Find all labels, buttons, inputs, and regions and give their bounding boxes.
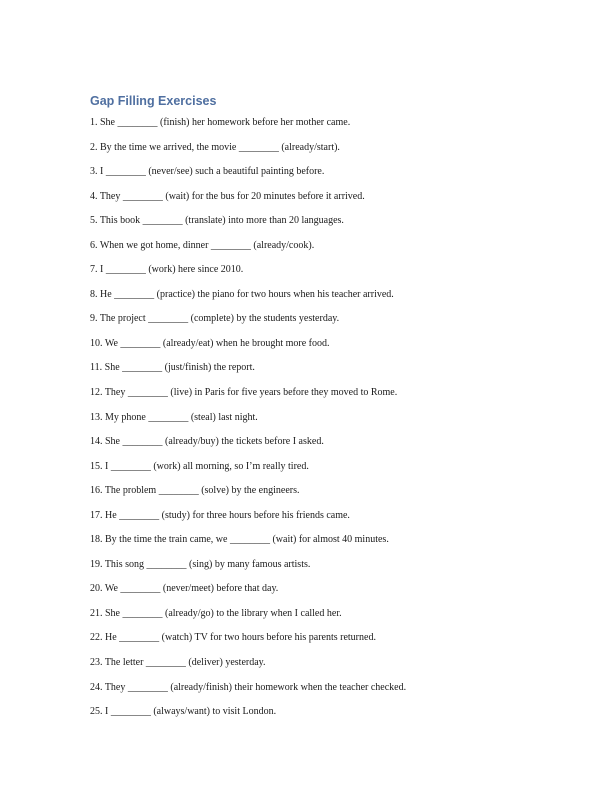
exercise-item-18: 18. By the time the train came, we ________ (wait) for almost 40 minutes. [90, 534, 389, 546]
exercise-item-9: 9. The project ________ (complete) by the students yesterday. [90, 313, 340, 325]
exercise-item-3: 3. I ________ (never/see) such a beautiful painting before. [90, 166, 325, 178]
exercise-item-4: 4. They ________ (wait) for the bus for 20 minutes before it arrived. [90, 190, 365, 202]
exercise-item-21: 21. She ________ (already/go) to the library when I called her. [90, 607, 342, 619]
exercise-item-5: 5. This book ________ (translate) into more than 20 languages. [90, 215, 344, 227]
exercise-item-14: 14. She ________ (already/buy) the tickets before I asked. [90, 436, 324, 448]
exercise-item-8: 8. He ________ (practice) the piano for two hours when his teacher arrived. [90, 288, 394, 300]
exercise-item-1: 1. She ________ (finish) her homework before her mother came. [90, 117, 351, 128]
exercise-item-16: 16. The problem ________ (solve) by the engineers. [90, 485, 300, 497]
exercise-list [90, 116, 570, 730]
exercise-item-25: 25. I ________ (always/want) to visit London. [90, 706, 277, 718]
exercise-item-15: 15. I ________ (work) all morning, so I’m really tired. [90, 460, 309, 472]
document-heading: Gap Filling Exercises [90, 94, 217, 108]
exercise-item-17: 17. He ________ (study) for three hours before his friends came. [90, 509, 350, 521]
exercise-item-6: 6. When we got home, dinner ________ (already/cook). [90, 239, 315, 251]
exercise-item-7: 7. I ________ (work) here since 2010. [90, 264, 244, 276]
exercise-item-2: 2. By the time we arrived, the movie ________ (already/start). [90, 141, 340, 153]
exercise-item-22: 22. He ________ (watch) TV for two hours before his parents returned. [90, 632, 376, 644]
exercise-item-23: 23. The letter ________ (deliver) yesterday. [90, 657, 266, 669]
exercise-item-11: 11. She ________ (just/finish) the report. [90, 362, 255, 374]
exercise-item-24: 24. They ________ (already/finish) their homework when the teacher checked. [90, 681, 407, 693]
exercise-item-12: 12. They ________ (live) in Paris for five years before they moved to Rome. [90, 387, 398, 399]
exercise-item-10: 10. We ________ (already/eat) when he brought more food. [90, 337, 330, 349]
exercise-item-20: 20. We ________ (never/meet) before that day. [90, 583, 279, 595]
exercise-item-19: 19. This song ________ (sing) by many famous artists. [90, 558, 311, 570]
exercise-item-13: 13. My phone ________ (steal) last night. [90, 411, 258, 423]
